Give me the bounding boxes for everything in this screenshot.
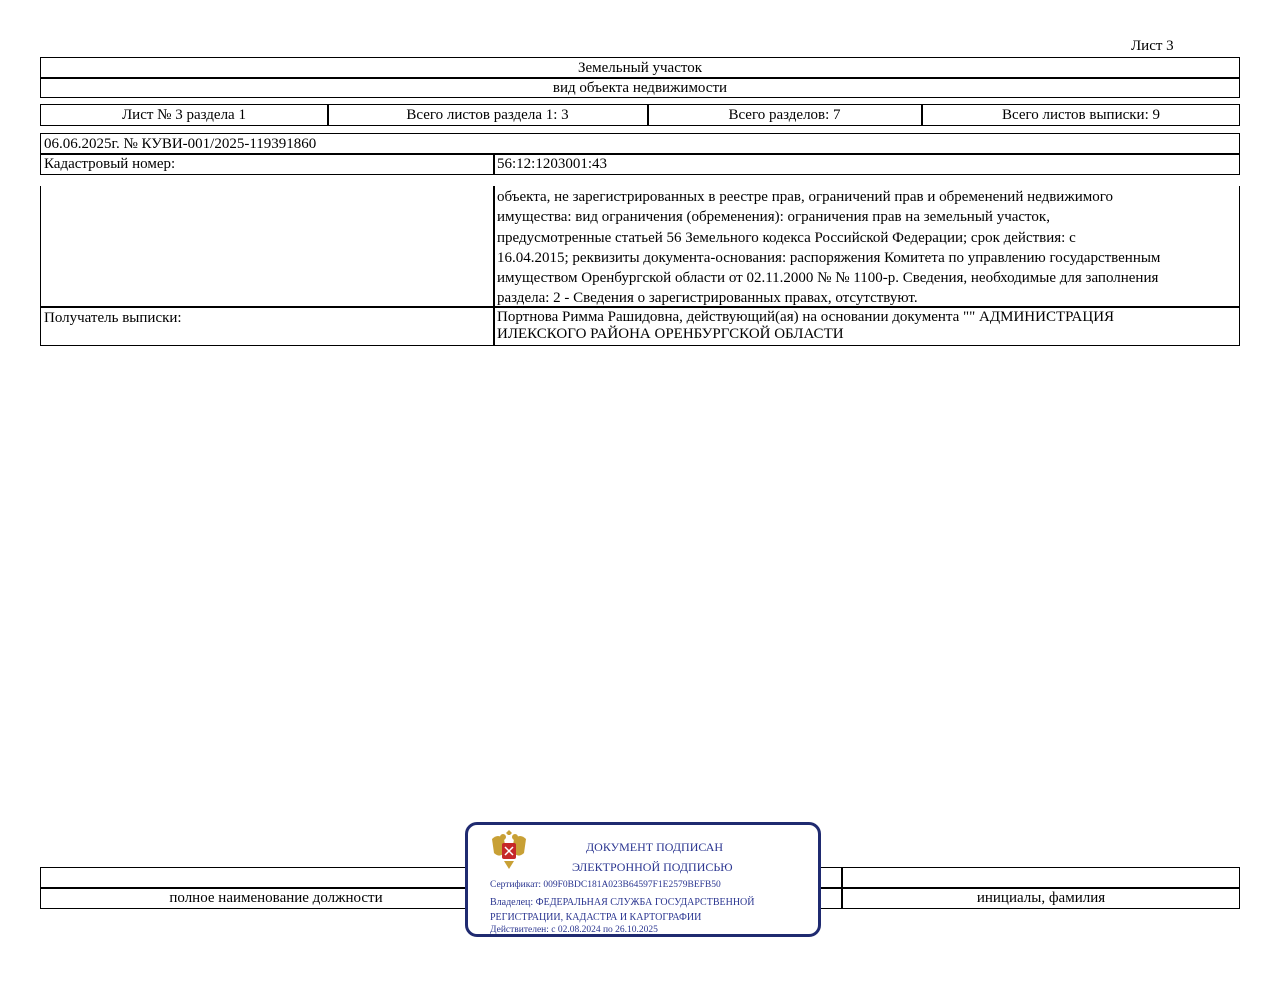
position-caption: полное наименование должности — [169, 890, 383, 906]
total-sections: Всего разделов: 7 — [728, 107, 841, 123]
stamp-title-line2: ЭЛЕКТРОННОЙ ПОДПИСЬЮ — [572, 860, 733, 874]
stamp-validity: Действителен: с 02.08.2024 по 26.10.2025 — [490, 925, 658, 935]
object-type: Земельный участок — [577, 60, 703, 76]
name-caption: инициалы, фамилия — [976, 890, 1106, 906]
restriction-details — [497, 187, 1237, 309]
detail-line: имуществом Оренбургской области от 02.11.2000 № № 1100-р. Сведения, необходимые для заполнения — [497, 270, 1159, 287]
stamp-owner-line2: РЕГИСТРАЦИИ, КАДАСТРА И КАРТОГРАФИИ — [490, 912, 702, 923]
recipient-value — [497, 309, 1237, 343]
sheet-of-section: Лист № 3 раздела 1 — [122, 107, 246, 123]
continuation-table — [40, 186, 1240, 346]
doc-info-block — [40, 133, 1240, 175]
detail-line: имущества: вид ограничения (обременения): ограничения прав на земельный участок, — [497, 209, 1050, 226]
sheet-info-row — [40, 104, 1240, 126]
cadastral-number: 56:12:1203001:43 — [497, 156, 608, 172]
coat-of-arms-icon — [488, 829, 530, 871]
electronic-signature-stamp — [465, 822, 821, 937]
detail-line: 16.04.2015; реквизиты документа-основания: распоряжения Комитета по управлению государственным — [497, 249, 1161, 266]
stamp-title-line1: ДОКУМЕНТ ПОДПИСАН — [586, 840, 724, 854]
detail-line: раздела: 2 - Сведения о зарегистрированных правах, отсутствуют. — [497, 290, 918, 307]
recipient-line: Портнова Римма Рашидовна, действующий(ая) на основании документа "" АДМИНИСТРАЦИЯ — [497, 309, 1115, 325]
doc-reference: 06.06.2025г. № КУВИ-001/2025-119391860 — [44, 136, 317, 152]
total-sheets-extract: Всего листов выписки: 9 — [1002, 107, 1160, 123]
sheet-label: Лист 3 — [1131, 38, 1174, 54]
object-kind-caption: вид объекта недвижимости — [552, 80, 728, 96]
object-type-block — [40, 57, 1240, 98]
detail-line: предусмотренные статьей 56 Земельного кодекса Российской Федерации; срок действия: с — [497, 229, 1076, 246]
recipient-label: Получатель выписки: — [44, 310, 182, 326]
stamp-owner-line1: Владелец: ФЕДЕРАЛЬНАЯ СЛУЖБА ГОСУДАРСТВЕННОЙ — [490, 897, 755, 908]
stamp-certificate: Сертификат: 009F0BDC181A023B64597F1E2579BEFB50 — [490, 880, 721, 890]
cadastral-label: Кадастровый номер: — [44, 156, 176, 172]
recipient-line: ИЛЕКСКОГО РАЙОНА ОРЕНБУРГСКОЙ ОБЛАСТИ — [497, 326, 844, 342]
total-sheets-section: Всего листов раздела 1: 3 — [406, 107, 569, 123]
detail-line: объекта, не зарегистрированных в реестре прав, ограничений прав и обременений недвижимого — [497, 189, 1113, 205]
